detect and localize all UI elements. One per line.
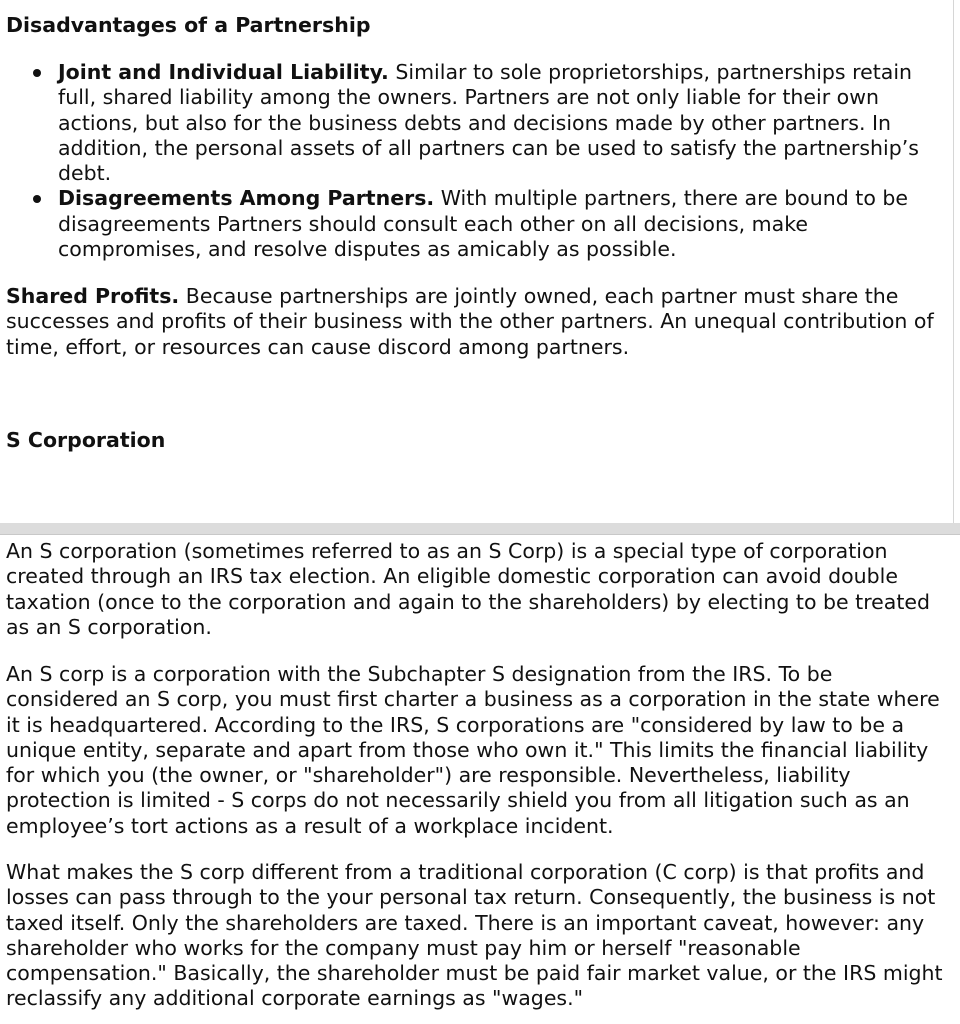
bullet-icon: [33, 195, 41, 203]
bullet-term: Disagreements Among Partners.: [58, 186, 435, 211]
disadvantages-heading: Disadvantages of a Partnership: [6, 13, 371, 37]
shared-profits-text: Because partnerships are jointly owned, each partner must share the successes and profits of their business with the other partners. An unequal contribution of time, effort, or resources can cause discord among partners.: [6, 284, 934, 359]
bullet-text: With multiple partners, there are bound to be disagreements Partners should consult each other on all decisions, make compromises, and resolve disputes as amicably as possible.: [58, 186, 909, 262]
s-corp-paragraph-1: An S corporation (sometimes referred to as an S Corp) is a special type of corporation created through an IRS tax election. An eligible domestic corporation can avoid double taxation (once to the corporation and again to the shareholders) by electing to be treated as an S corporation.: [6, 539, 931, 639]
s-corp-paragraph-2: An S corp is a corporation with the Subchapter S designation from the IRS. To be considered an S corp, you must first charter a business as a corporation in the state where it is headquartered. According to the IRS, S corporations are "considered by law to be a unique entity, separate and apart from those who own it." This limits the financial liability for which you (the owner, or "shareholder") are responsible. Nevertheless, liability protection is limited - S corps do not necessarily shield you from all litigation such as an employee’s tort actions as a result of a workplace incident.: [6, 662, 940, 838]
disadvantages-list: [0, 60, 940, 262]
list-item: [0, 186, 940, 262]
s-corporation-panel: [0, 534, 960, 1024]
bullet-text: Similar to sole proprietorships, partnerships retain full, shared liability among the owners. Partners are not only liable for their own actions, but also for the business debts and decisions made by other partners. In addition, the personal assets of all partners can be used to satisfy the partnership’s debt.: [58, 60, 919, 186]
shared-profits-term: Shared Profits.: [6, 284, 180, 308]
bullet-term: Joint and Individual Liability.: [58, 60, 389, 84]
bullet-icon: [33, 69, 41, 77]
s-corporation-heading: S Corporation: [6, 428, 166, 452]
list-item: [0, 60, 940, 186]
panel-divider: [0, 523, 960, 534]
s-corp-paragraph-3: What makes the S corp different from a traditional corporation (C corp) is that profits and losses can pass through to the your personal tax return. Consequently, the business is not taxed itself. Only the shareholders are taxed. There is an important caveat, however: any shareholder who works for the company must pay him or herself "reasonable compensation." Basically, the shareholder must be paid fair market value, or the IRS might reclassify any additional corporate earnings as "wages.": [6, 860, 943, 1011]
shared-profits-paragraph: [6, 284, 951, 360]
